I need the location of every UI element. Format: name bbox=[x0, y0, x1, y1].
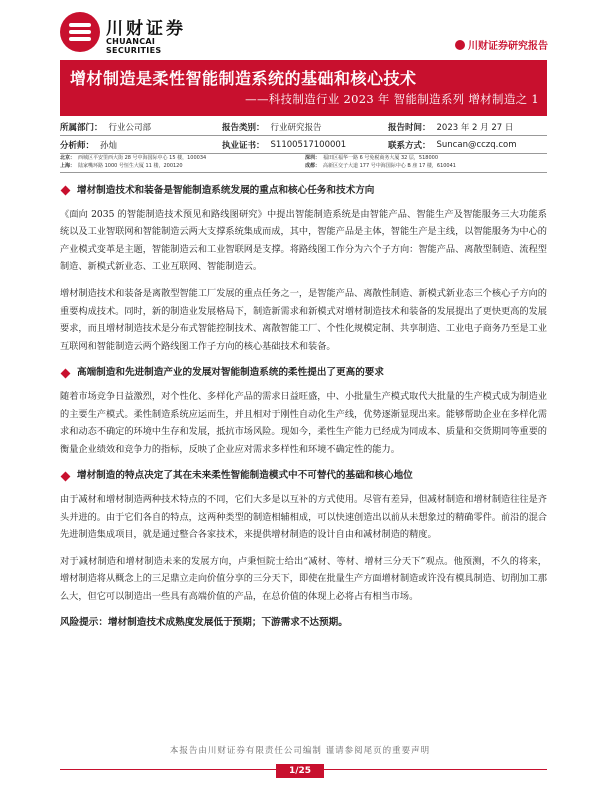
cert-label: 执业证书： bbox=[222, 140, 265, 151]
category-label: 报告类别： bbox=[222, 122, 265, 133]
address-row bbox=[60, 154, 547, 162]
contact-value[interactable]: Suncan@cczq.com bbox=[436, 139, 517, 150]
report-type bbox=[455, 37, 548, 52]
report-mark-icon bbox=[455, 40, 465, 50]
analyst-value: 孙灿 bbox=[100, 140, 118, 151]
meta-cert bbox=[222, 139, 388, 151]
report-subtitle: ——科技制造行业 2023 年 智能制造系列 增材制造之 1 bbox=[245, 92, 539, 106]
brand-name-en: CHUANCAI SECURITIES bbox=[106, 37, 162, 55]
section-heading: 增材制造的特点决定了其在未来柔性智能制造模式中不可替代的基础和核心地位 bbox=[60, 467, 547, 485]
report-body bbox=[60, 180, 547, 632]
paragraph: 对于减材制造和增材制造未来的发展方向，卢秉恒院士给出“减材、等材、增材三分天下”观点。他预测，不久的将来，增材制造将从概念上的三足鼎立走向价值分享的三分天下，即使在批量生产方面增材制造或许没有模具制造、切削加工那么大，但它可以制造出一些具有高端价值的产品，在总价值的体现上必将占有相当市场。 bbox=[60, 555, 547, 602]
address-chengdu: 成都： 高新区交子大道 177 号中海国际中心 B 座 17 楼，610041 bbox=[305, 163, 456, 169]
meta-row bbox=[60, 136, 547, 154]
category-value: 行业研究报告 bbox=[270, 122, 322, 133]
risk-warning: 风险提示：增材制造技术成熟度发展低于预期；下游需求不达预期。 bbox=[60, 617, 348, 629]
meta-dept bbox=[60, 121, 222, 133]
meta-category bbox=[222, 121, 388, 133]
office-addresses bbox=[60, 154, 547, 173]
address-beijing: 北京： 西城区平安里西大街 28 号中海国际中心 15 楼，100034 bbox=[60, 155, 207, 161]
brand-logo bbox=[60, 12, 210, 55]
dept-label: 所属部门： bbox=[60, 122, 103, 133]
report-meta bbox=[60, 118, 547, 154]
time-value: 2023 年 2 月 27 日 bbox=[436, 122, 514, 133]
paragraph: 随着市场竞争日益激烈，对个性化、多样化产品的需求日益旺盛，中、小批量生产模式取代大批量的生产模式成为制造业的主要生产模式。柔性制造系统应运而生，并且相对于刚性自动化生产线，优势逐渐显现出来。能够帮助企业在多样化需求和动态不确定的环境中生存和发展，抵抗市场风险。现如今，柔性生产能力已经成为同成本、质量和交货期同等重要的衡量企业绩效和竞争力的指标，反映了企业应对需求多样性和环境不确定性的能力。 bbox=[60, 390, 547, 455]
contact-label: 联系方式： bbox=[388, 140, 431, 151]
brand-logo-icon bbox=[60, 12, 100, 52]
brand-name-cn: 川财证券 bbox=[106, 19, 186, 39]
meta-analyst bbox=[60, 139, 222, 151]
report-type-label: 川财证券研究报告 bbox=[468, 41, 548, 52]
section-heading: 增材制造技术和装备是智能制造系统发展的重点和核心任务和技术方向 bbox=[60, 182, 547, 200]
meta-row bbox=[60, 118, 547, 136]
meta-contact bbox=[388, 139, 517, 151]
paragraph: 由于减材和增材制造两种技术特点的不同，它们大多是以互补的方式使用。尽管有差异，但减材制造和增材制造往往是齐头并进的。由于它们各自的特点，这两种类型的制造相辅相成，可以快速创造出以前从未想象过的精确零件。前沿的混合先进制造集成项目，就是通过整合各家技术，来提供增材制造的设计自由和减材制造的精度。 bbox=[60, 493, 547, 541]
bullet-diamond-icon bbox=[61, 368, 71, 378]
dept-value: 行业公司部 bbox=[108, 122, 152, 133]
cert-value: S1100517100001 bbox=[270, 139, 347, 150]
title-banner bbox=[60, 60, 547, 116]
time-label: 报告时间： bbox=[388, 122, 431, 133]
address-shanghai: 上海： 陆家嘴环路 1000 号恒生大厦 11 楼，200120 bbox=[60, 163, 183, 169]
bullet-diamond-icon bbox=[61, 186, 71, 196]
footer-disclaimer: 本报告由川财证券有限责任公司编制 谨请参阅尾页的重要声明 bbox=[169, 746, 431, 756]
paragraph: 增材制造技术和装备是离散型智能工厂发展的重点任务之一，是智能产品、离散性制造、新模式新业态三个核心子方向的重要构成技术。同时，新的制造业发展格局下，制造新需求和新模式对增材制造技术和装备的发展提出了更快更高的发展要求，而且增材制造技术是分布式智能控制技术、离散智能工厂、个性化规模定制、共享制造、工业电子商务乃至是工业互联网和智能制造云两个路线图工作子方向的核心基础技术和装备。 bbox=[60, 287, 547, 352]
bullet-diamond-icon bbox=[61, 471, 71, 481]
address-row bbox=[60, 162, 547, 170]
address-shenzhen: 深圳： 福田区福华一路 6 号免税商务大厦 32 层，518000 bbox=[305, 155, 439, 161]
paragraph: 《面向 2035 的智能制造技术预见和路线图研究》中提出智能制造系统是由智能产品、智能生产及智能服务三大功能系统以及工业智联网和智能制造云两大支撑系统集成而成，其中，智能产品是主体，智能生产是主线，以智能服务为中心的产业模式变革是主题，智能制造云和工业智联网是支撑。将路线图工作分为六个子方向：智能产品、离散型制造、流程型制造、新模式新业态、工业互联网、智能制造云。 bbox=[60, 208, 547, 273]
section-heading: 高端制造和先进制造产业的发展对智能制造系统的柔性提出了更高的要求 bbox=[60, 364, 547, 382]
report-title: 增材制造是柔性智能制造系统的基础和核心技术 bbox=[70, 69, 417, 88]
meta-time bbox=[388, 121, 513, 133]
analyst-label: 分析师： bbox=[60, 140, 95, 151]
page-number: 1/25 bbox=[276, 764, 324, 778]
